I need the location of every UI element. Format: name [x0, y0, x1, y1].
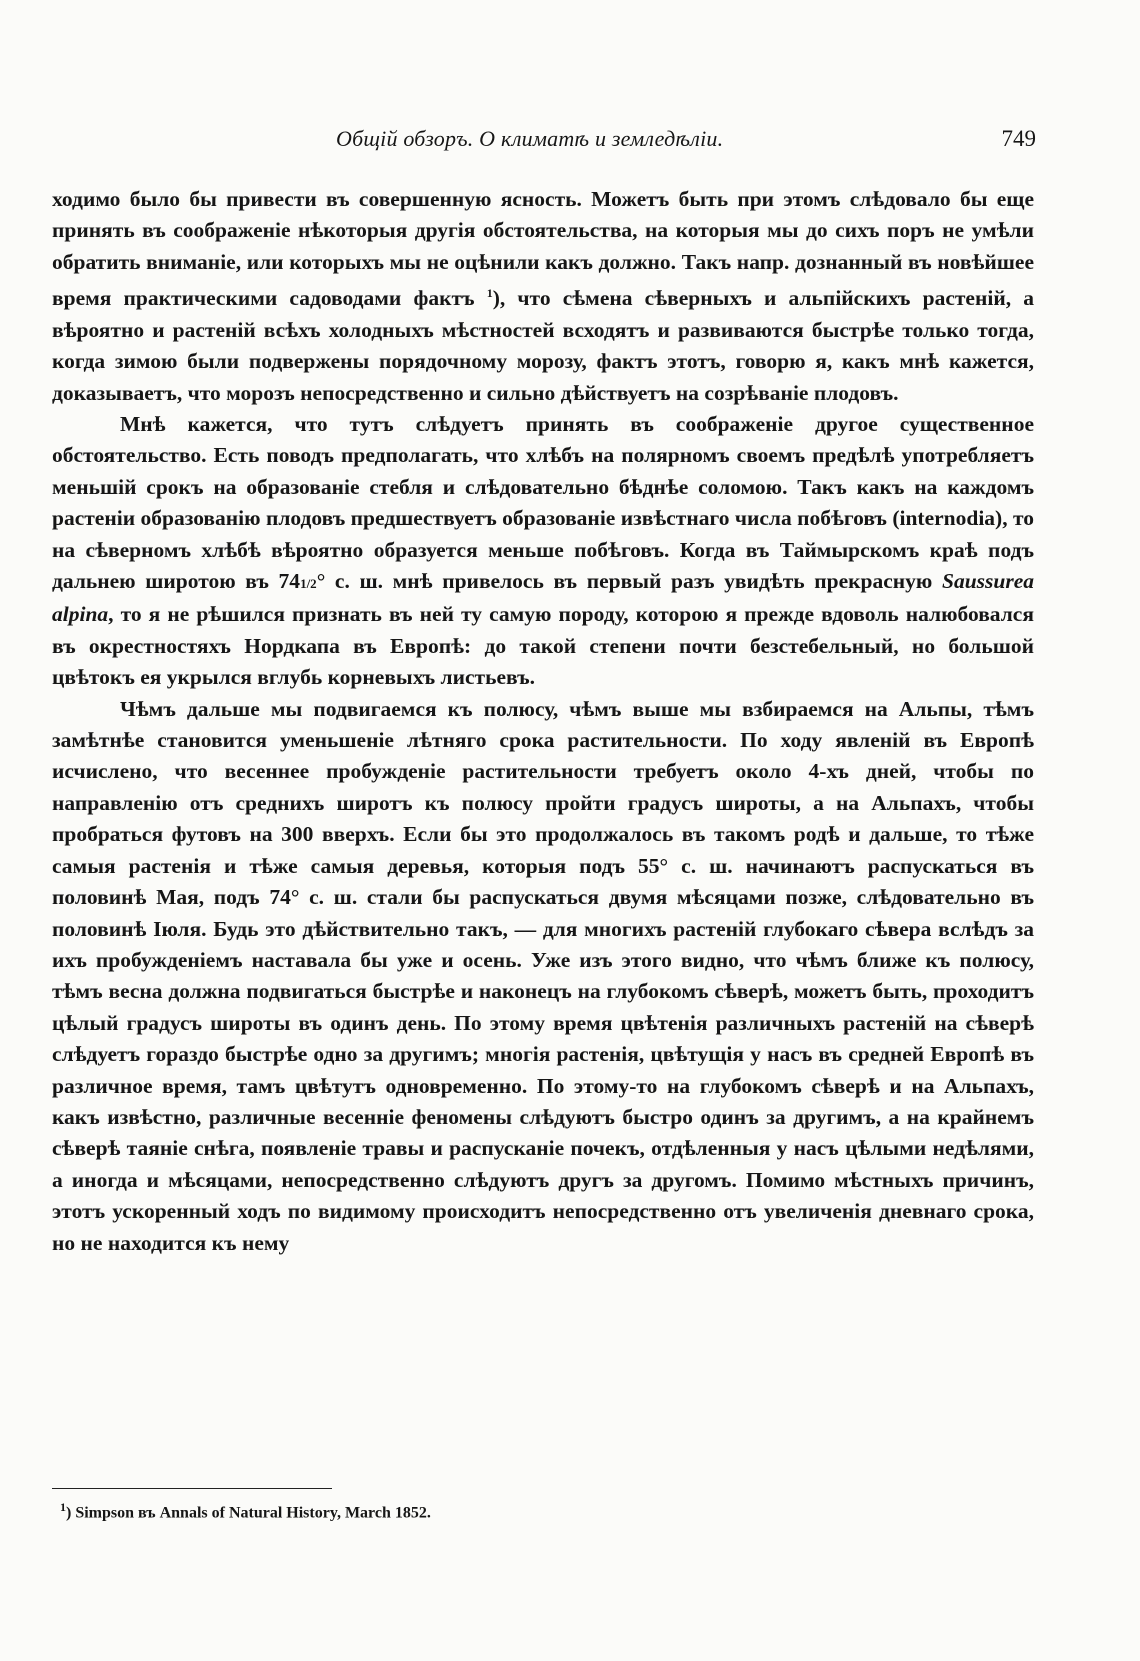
species-name: Saussurea alpina: [52, 569, 1035, 627]
footnote-divider: [52, 1488, 332, 1489]
body-text: [52, 184, 1034, 1259]
paragraph-3: [52, 694, 1034, 1259]
fraction: 1/2: [300, 576, 317, 592]
page-number: 749: [1001, 126, 1036, 151]
footnote-ref: 1: [486, 286, 493, 301]
paragraph-text: ), что сѣмена сѣверныхъ и альпійскихъ растеній, а вѣроятно и растеній всѣхъ холодныхъ мѣстностей всходятъ и развиваются быстрѣе только тогда, когда зимою были подвержены порядочному морозу, фактъ этотъ, говорю я, какъ мнѣ кажется, доказываетъ, что морозъ непосредственно и сильно дѣйствуетъ на созрѣваніе плодовъ.: [52, 286, 1034, 405]
paragraph-text: ° с. ш. мнѣ привелось въ первый разъ увидѣть прекрасную: [316, 569, 942, 594]
paragraph-text: Чѣмъ дальше мы подвигаемся къ полюсу, чѣмъ выше мы взбираемся на Альпы, тѣмъ замѣтнѣе становится уменьшеніе лѣтняго срока растительности. По ходу явленій въ Европѣ исчислено, что весеннее пробужденіе растительности требуетъ около 4-хъ дней, чтобы по направленію отъ среднихъ широтъ къ полюсу пройти градусъ широты, а на Альпахъ, чтобы пробраться футовъ на 300 вверхъ. Если бы это продолжалось въ такомъ родѣ и дальше, то тѣже самыя растенія и тѣже самыя деревья, которыя подъ 55° с. ш. начинаютъ распускаться въ половинѣ Мая, подъ 74° с. ш. стали бы распускаться двумя мѣсяцами позже, слѣдовательно въ половинѣ Іюля. Будь это дѣйствительно такъ, — для многихъ растеній глубокаго сѣвера вслѣдъ за ихъ пробужденіемъ наставала бы уже и осень. Уже изъ этого видно, что чѣмъ ближе къ полюсу, тѣмъ весна должна подвигаться быстрѣе и наконецъ на глубокомъ сѣверѣ, можетъ быть, проходитъ цѣлый градусъ широты въ одинъ день. По этому время цвѣтенія различныхъ растеній на сѣверѣ слѣдуетъ гораздо быстрѣе одно за другимъ; многія растенія, цвѣтущія у насъ въ средней Европѣ въ различное время, тамъ цвѣтутъ одновременно. По этому-то на глубокомъ сѣверѣ и на Альпахъ, какъ извѣстно, различные весенніе феномены слѣдуютъ быстро одинъ за другимъ, а на крайнемъ сѣверѣ таяніе снѣга, появленіе травы и распусканіе почекъ, отдѣленныя у насъ цѣлыми недѣлями, а иногда и мѣсяцами, непосредственно слѣдуютъ другъ за другомъ. Помимо мѣстныхъ причинъ, этотъ ускоренный ходъ по видимому происходитъ непосредственно отъ увеличенія дневнаго срока, но не находится къ нему: [52, 696, 1034, 1255]
footnote-marker: 1: [60, 1500, 66, 1514]
paragraph-text: Мнѣ кажется, что тутъ слѣдуетъ принять въ соображеніе другое существенное обстоятельство. Есть поводъ предполагать, что хлѣбъ на полярномъ своемъ предѣлѣ употребляетъ меньшій срокъ на образованіе стебля и слѣдовательно бѣднѣе соломою. Такъ какъ на каждомъ растеніи образованію плодовъ предшествуетъ образованіе извѣстнаго числа побѣговъ (internodia), то на сѣверномъ хлѣбѣ вѣроятно образуется меньше побѣговъ. Когда въ Таймырскомъ краѣ подъ дальнею широтою въ 74: [52, 412, 1034, 594]
paragraph-2: [52, 409, 1034, 694]
running-title: Общій обзоръ. О климатѣ и земледѣліи.: [336, 126, 724, 151]
paragraph-text: , то я не рѣшился признать въ ней ту самую породу, которою я прежде вдоволь налюбовался въ окрестностяхъ Нордкапа въ Европѣ: до такой степени почти безстебельный, но большой цвѣтокъ ея укрылся вглубь корневыхъ листьевъ.: [52, 602, 1034, 690]
footnote-text: ) Simpson въ Annals of Natural History, March 1852.: [66, 1504, 431, 1522]
page-header: [336, 126, 1036, 156]
paragraph-text: ходимо было бы привести въ совершенную ясность. Можетъ быть при этомъ слѣдовало бы еще принять въ соображеніе нѣкоторыя другія обстоятельства, на которыя мы до сихъ поръ не умѣли обратить вниманіе, или которыхъ мы не оцѣнили какъ должно. Такъ напр. дознанный въ новѣйшее время практическими садоводами фактъ: [52, 187, 1034, 311]
footnote: [60, 1500, 431, 1522]
paragraph-1: [52, 184, 1034, 409]
